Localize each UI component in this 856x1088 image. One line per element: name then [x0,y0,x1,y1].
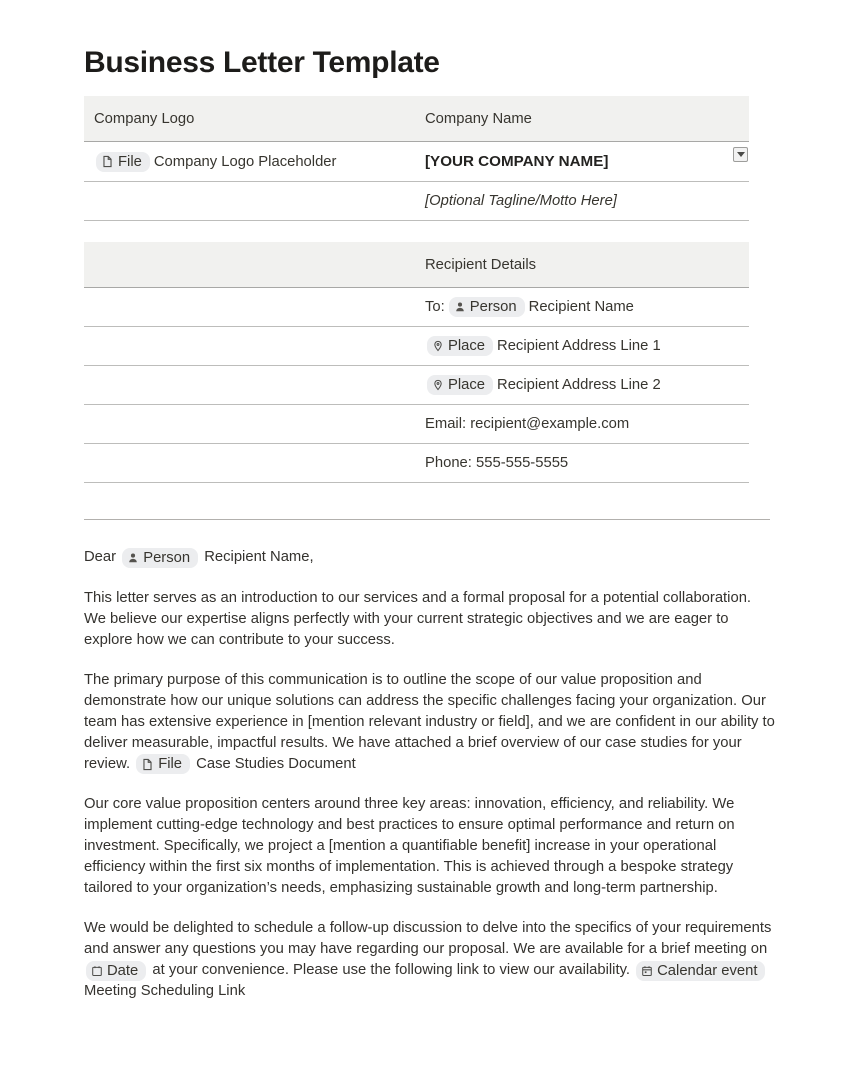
tagline-cell[interactable] [415,193,749,209]
place-icon [432,379,444,391]
date-chip[interactable] [86,961,146,981]
email-text: Email: recipient@example.com [425,416,630,432]
file-chip[interactable] [96,152,150,172]
recipient-to-row [84,288,749,327]
to-label: To: [425,299,445,315]
phone-text: Phone: 555-555-5555 [425,455,569,471]
salutation-prefix: Dear [84,549,117,565]
company-logo-placeholder-text: Company Logo Placeholder [153,153,337,170]
chevron-down-icon [737,153,745,157]
address1-text: Recipient Address Line 1 [497,338,661,354]
company-logo-cell[interactable] [84,152,415,172]
paragraph-value-proposition: Our core value proposition centers around three key areas: innovation, efficiency, and reliability. We implement cutting-edge technology and best practices to ensure optimal performance and return on investment. Specifically, we project a [mention a quantifiable benefit] increase in your operational efficiency within the first six months of implementation. This is achieved through a bespoke strategy tailored to your organization’s needs, emphasizing sustainable growth and long-term partnership. [84,796,735,896]
paragraph-followup-part1: We would be delighted to schedule a follow-up discussion to delve into the specifics of your requirements and answer any questions you may have regarding our proposal. We are available for a brief meeting on [84,920,772,958]
file-chip-label: File [118,153,142,170]
company-table [84,96,749,221]
person-chip[interactable] [122,548,198,568]
file-chip[interactable] [136,754,190,774]
company-name-column-header: Company Name [425,110,532,127]
paragraph-purpose-text: The primary purpose of this communication is to outline the scope of our value proposition and demonstrate how our unique solutions can address the specific challenges facing your organization. Our team has extensive experience in [mention relevant industry or field], and we are confident in our ability to deliver measurable, impactful results. We have attached a brief overview of our case studies for your review. [84,672,775,772]
address2-text: Recipient Address Line 2 [497,377,661,393]
person-chip[interactable] [449,297,525,317]
recipient-address2-row [84,366,749,405]
tagline-value: [Optional Tagline/Motto Here] [425,193,617,209]
person-icon [127,552,139,564]
email-cell[interactable] [415,416,749,432]
calendar-event-chip[interactable] [636,961,765,981]
letter-body [84,546,776,1002]
recipient-name-text: Recipient Name [528,299,634,315]
person-chip-label: Person [143,550,191,566]
salutation-suffix: Recipient Name, [204,549,314,565]
place-chip[interactable] [427,375,493,395]
paragraph-followup-part2: at your convenience. Please use the following link to view our availability. [152,961,630,978]
horizontal-divider [84,519,770,520]
company-table-header-row [84,96,749,142]
phone-cell[interactable] [415,455,749,471]
recipient-table-header-row [84,242,749,288]
recipient-phone-row [84,444,749,483]
recipient-details-header: Recipient Details [425,256,537,273]
file-chip-label: File [158,756,183,773]
place-chip-label: Place [448,377,486,393]
recipient-table [84,242,749,483]
place-icon [432,340,444,352]
case-studies-link-text: Case Studies Document [196,755,356,772]
place-chip[interactable] [427,336,493,356]
recipient-name-cell[interactable] [415,297,749,317]
address2-cell[interactable] [415,375,749,395]
file-icon [141,758,154,771]
company-table-row-2 [84,182,749,221]
file-icon [101,155,114,168]
address1-cell[interactable] [415,336,749,356]
calendar-event-chip-label: Calendar event [657,962,758,979]
person-icon [454,301,466,313]
calendar-event-icon [641,965,653,977]
company-logo-column-header: Company Logo [94,110,195,127]
page-title: Business Letter Template [84,46,440,79]
recipient-email-row [84,405,749,444]
company-name-value: [YOUR COMPANY NAME] [425,153,609,170]
date-chip-label: Date [107,962,139,979]
meeting-link-text: Meeting Scheduling Link [84,982,246,999]
company-name-cell[interactable] [415,153,749,170]
paragraph-followup [84,918,776,1001]
paragraph-intro: This letter serves as an introduction to our services and a formal proposal for a potential collaboration. We believe our expertise aligns perfectly with your current strategic objectives and we are eager to explore how we can contribute to your success. [84,590,752,648]
calendar-icon [91,965,103,977]
recipient-address1-row [84,327,749,366]
person-chip-label: Person [469,299,517,315]
dropdown-button[interactable] [733,153,748,162]
place-chip-label: Place [448,338,486,354]
company-table-row-1 [84,142,749,182]
salutation-line [84,546,776,568]
document-page [0,46,775,1002]
paragraph-purpose [84,670,776,774]
